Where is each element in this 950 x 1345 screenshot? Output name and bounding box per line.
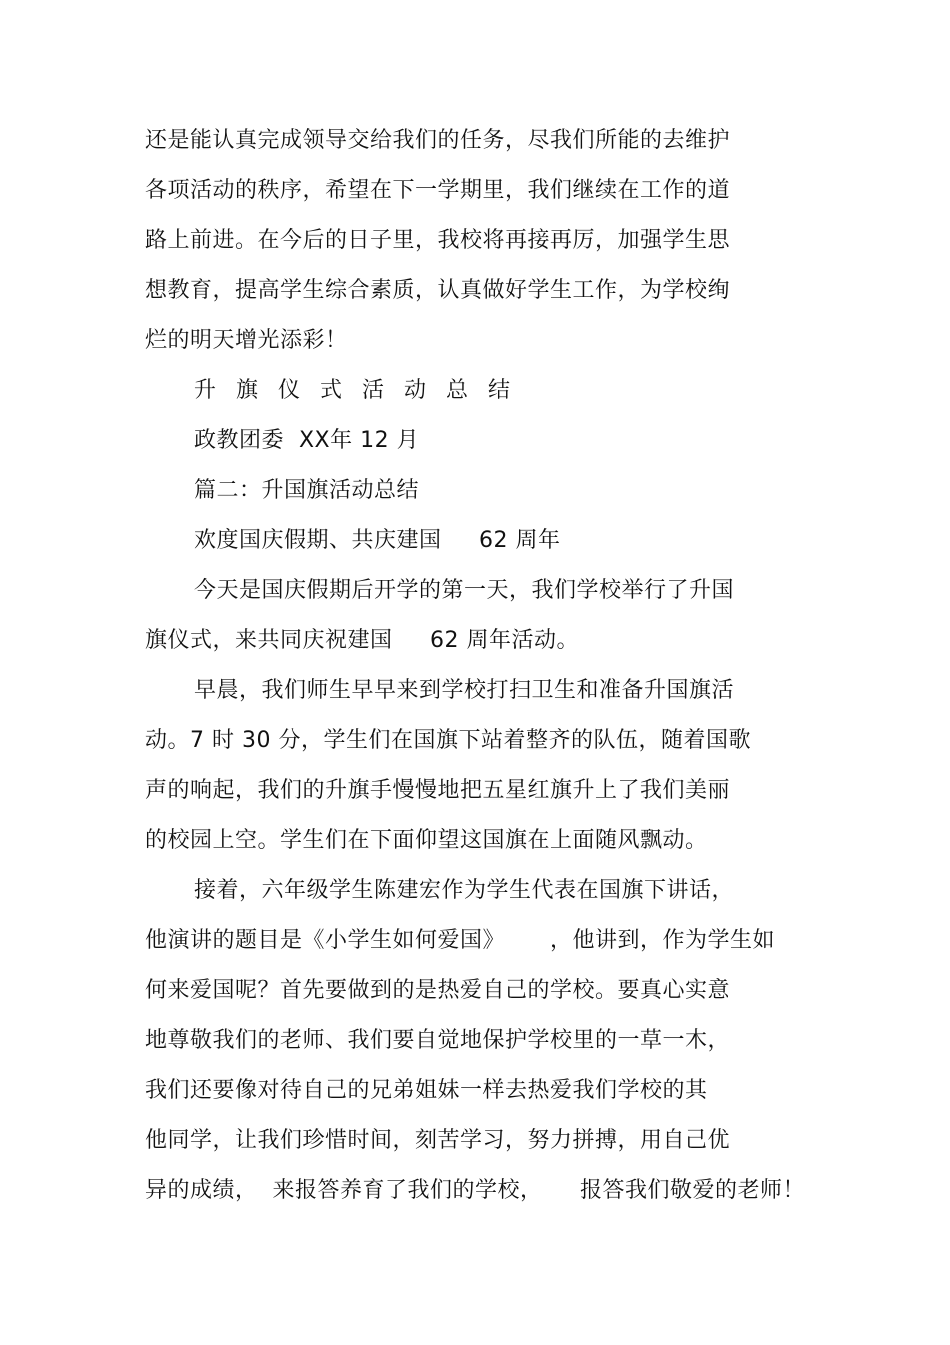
- paragraph-line: 今天是国庆假期后开学的第一天，我们学校举行了升国: [194, 578, 735, 603]
- paragraph-line: 声的响起，我们的升旗手慢慢地把五星红旗升上了我们美丽: [145, 778, 731, 803]
- chapter-heading: 篇二：升国旗活动总结: [194, 478, 420, 503]
- paragraph-line: 地尊敬我们的老师、我们要自觉地保护学校里的一草一木，: [145, 1028, 731, 1053]
- signature-line: 政教团委 XX年 12 月: [194, 428, 420, 453]
- paragraph-line: 路上前进。在今后的日子里，我校将再接再厉，加强学生思: [145, 228, 731, 253]
- subtitle-line: 欢度国庆假期、共庆建国 62 周年: [194, 528, 561, 553]
- paragraph-line: 他演讲的题目是《小学生如何爱国》 ，他讲到，作为学生如: [145, 928, 775, 953]
- paragraph-line: 早晨，我们师生早早来到学校打扫卫生和准备升国旗活: [194, 678, 735, 703]
- paragraph-line: 还是能认真完成领导交给我们的任务，尽我们所能的去维护: [145, 128, 731, 153]
- paragraph-line: 我们还要像对待自己的兄弟姐妹一样去热爱我们学校的其: [145, 1078, 708, 1103]
- paragraph-line: 想教育，提高学生综合素质，认真做好学生工作，为学校绚: [145, 278, 731, 303]
- paragraph-line: 接着，六年级学生陈建宏作为学生代表在国旗下讲话，: [194, 878, 735, 903]
- paragraph-line: 的校园上空。学生们在下面仰望这国旗在上面随风飘动。: [145, 828, 708, 853]
- paragraph-line: 他同学，让我们珍惜时间，刻苦学习，努力拼搏，用自己优: [145, 1128, 731, 1153]
- paragraph-line: 何来爱国呢？首先要做到的是热爱自己的学校。要真心实意: [145, 978, 731, 1003]
- paragraph-line: 旗仪式，来共同庆祝建国 62 周年活动。: [145, 628, 579, 653]
- paragraph-line: 各项活动的秩序，希望在下一学期里，我们继续在工作的道: [145, 178, 731, 203]
- paragraph-line: 动。7 时 30 分，学生们在国旗下站着整齐的队伍，随着国歌: [145, 728, 751, 753]
- paragraph-line: 异的成绩， 来报答养育了我们的学校， 报答我们敬爱的老师！: [145, 1178, 805, 1203]
- section-title: 升旗仪式活动总结: [194, 378, 531, 403]
- paragraph-line: 烂的明天增光添彩！: [145, 328, 348, 353]
